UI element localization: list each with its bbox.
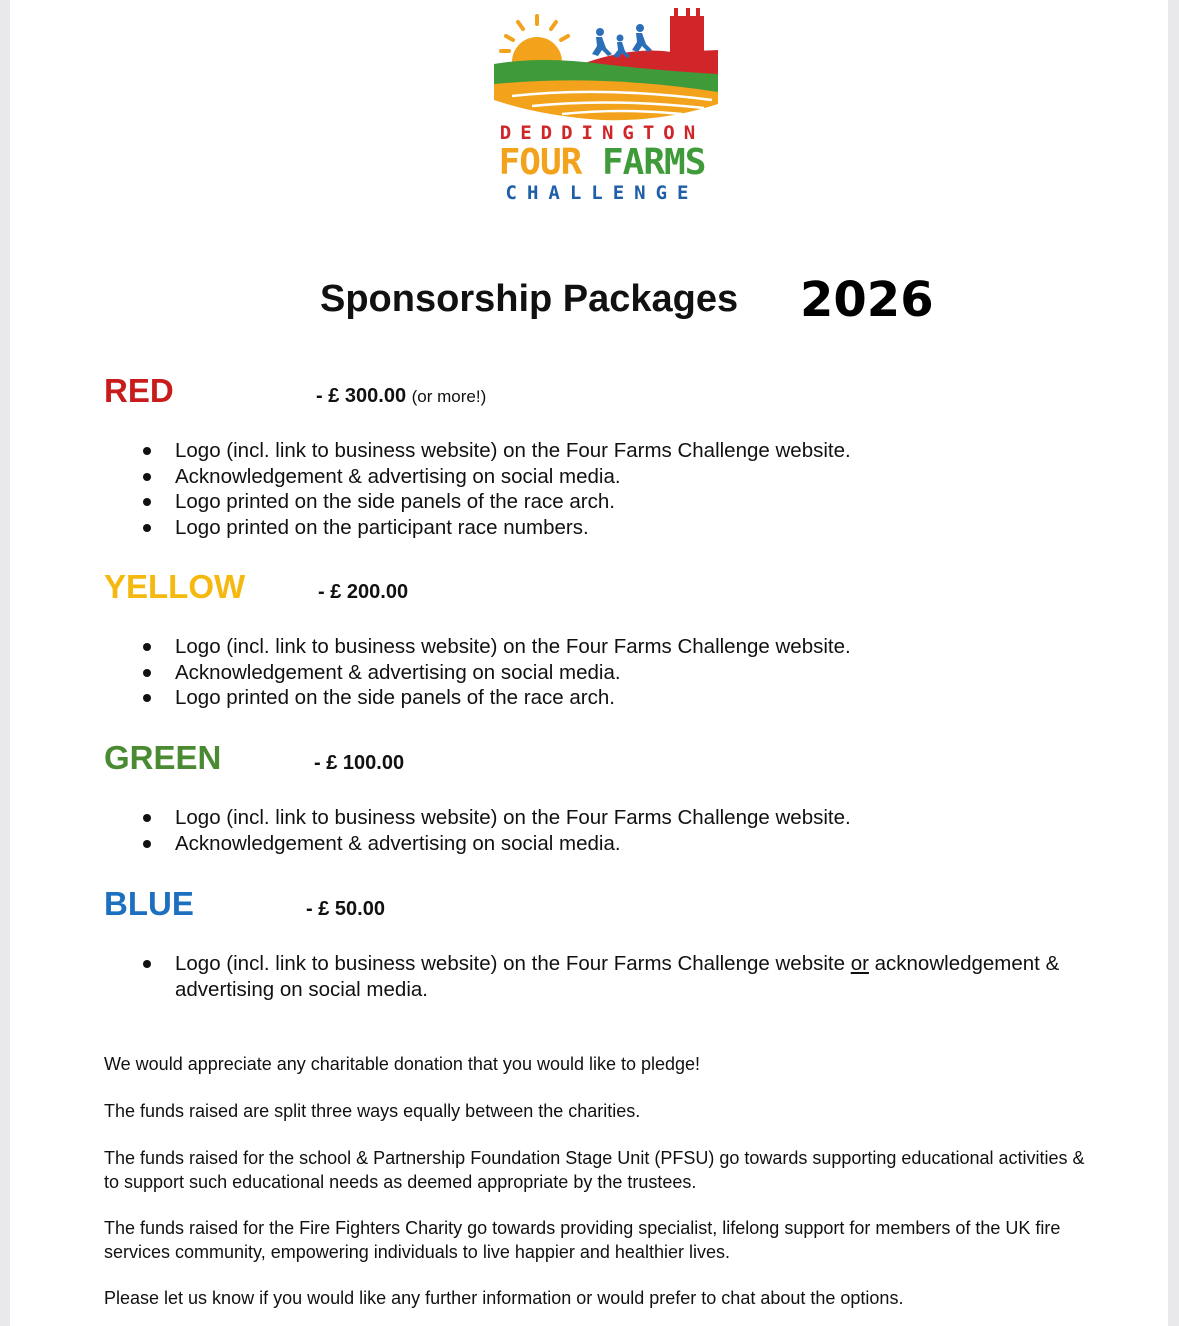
package-yellow-price: - £ 200.00 — [318, 581, 409, 603]
package-green-benefits — [140, 805, 1090, 856]
page-title: Sponsorship Packages — [320, 278, 739, 320]
package-green-name: GREEN — [104, 739, 222, 776]
contact-paragraph: Please let us know if you would like any further information or would prefer to chat about the options. — [104, 1288, 904, 1308]
page-year: 2026 — [800, 272, 934, 328]
funds-split-paragraph: The funds raised are split three ways equally between the charities. — [104, 1101, 641, 1121]
list-item: Acknowledgement & advertising on social media. — [140, 831, 1090, 857]
logo-word-four: FOUR — [498, 142, 582, 183]
package-blue-name: BLUE — [104, 885, 194, 922]
package-yellow-benefits — [140, 634, 1090, 711]
fire-fighters-paragraph: The funds raised for the Fire Fighters Charity go towards providing specialist, lifelong support for members of the UK fire services community, empowering individuals to live happier and healthier lives. — [104, 1218, 1061, 1262]
list-item: Logo (incl. link to business website) on the Four Farms Challenge website. — [140, 438, 1090, 464]
package-yellow-name: YELLOW — [104, 568, 246, 605]
list-item: Logo printed on the side panels of the race arch. — [140, 685, 1090, 711]
list-item: Acknowledgement & advertising on social media. — [140, 660, 1090, 686]
package-red-price — [316, 385, 486, 408]
logo-text-challenge: CHALLENGE — [505, 182, 699, 204]
logo-emblem-icon — [482, 4, 722, 122]
four-farms-logo — [482, 4, 722, 209]
list-item — [140, 951, 1090, 1002]
package-red-name: RED — [104, 372, 174, 409]
package-blue-benefits — [140, 951, 1090, 1002]
package-red-benefits — [140, 438, 1090, 541]
list-item: Logo printed on the participant race numbers. — [140, 515, 1090, 541]
list-item: Acknowledgement & advertising on social media. — [140, 464, 1090, 490]
logo-text-four-farms — [482, 142, 722, 184]
blue-benefit-underlined-or: or — [850, 952, 869, 975]
school-funds-paragraph: The funds raised for the school & Partnership Foundation Stage Unit (PFSU) go towards supporting educational activities & to support such educational needs as deemed appropriate by the trustees. — [104, 1148, 1085, 1192]
blue-benefit-text-end: acknowledgement & advertising on social media. — [175, 952, 1060, 1001]
blue-benefit-text-start: Logo (incl. link to business website) on the Four Farms Challenge website — [175, 952, 851, 975]
donation-paragraph: We would appreciate any charitable donation that you would like to pledge! — [104, 1054, 701, 1074]
package-blue-price: - £ 50.00 — [306, 898, 385, 920]
list-item: Logo printed on the side panels of the race arch. — [140, 489, 1090, 515]
logo-word-farms: FARMS — [602, 142, 706, 183]
logo-text-deddington: DEDDINGTON — [499, 122, 705, 144]
document-page — [10, 0, 1168, 1326]
package-red-price-value: - £ 300.00 — [316, 385, 407, 407]
list-item: Logo (incl. link to business website) on the Four Farms Challenge website. — [140, 634, 1090, 660]
package-green-price: - £ 100.00 — [314, 752, 405, 774]
list-item: Logo (incl. link to business website) on the Four Farms Challenge website. — [140, 805, 1090, 831]
package-red-price-note: (or more!) — [411, 387, 487, 406]
